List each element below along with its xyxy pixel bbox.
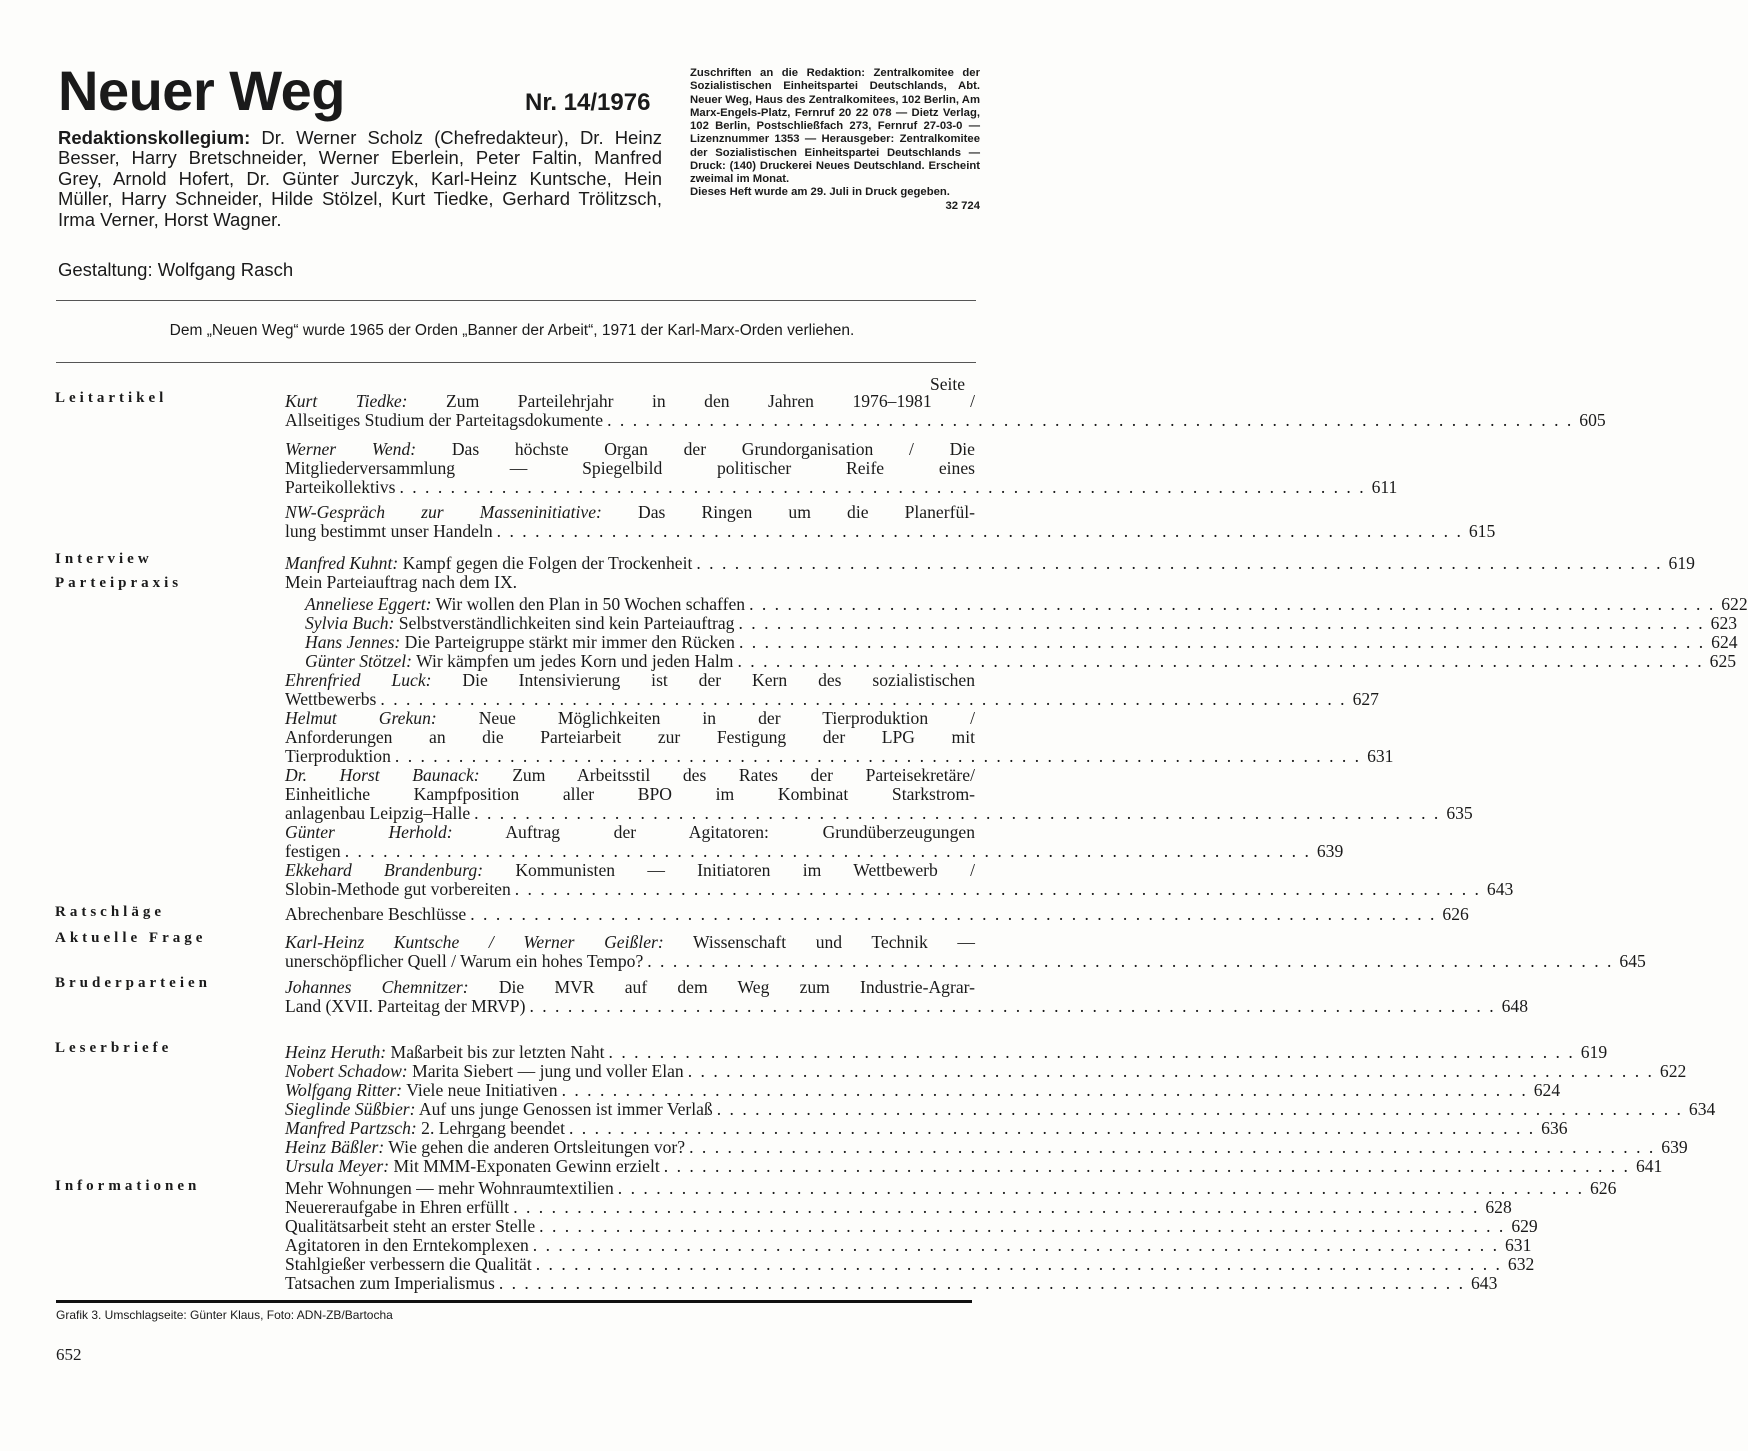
toc-entry-last-line — [285, 1137, 1688, 1157]
toc-entry-title: Maßarbeit bis zur letzten Naht — [386, 1042, 605, 1062]
toc-entry-line — [285, 459, 975, 478]
toc-entry-last-line — [285, 841, 1344, 862]
toc-entry-title: Allseitiges Studium der Parteitagsdokumente — [285, 410, 604, 431]
toc-entry-title: lung bestimmt unser Handeln — [285, 521, 493, 542]
toc-entry-last-line — [285, 996, 1529, 1017]
toc-entry-last-line — [285, 746, 1394, 767]
section-label-interview: Interview — [55, 551, 153, 567]
toc-entry-last-line — [285, 1099, 1716, 1119]
toc-entry[interactable] — [305, 632, 1738, 652]
toc-entry[interactable] — [285, 391, 1606, 431]
award-line: Dem „Neuen Weg“ wurde 1965 der Orden „Banner der Arbeit“, 1971 der Karl-Marx-Orden verliehen. — [169, 322, 855, 339]
toc-entry-line — [285, 978, 975, 997]
toc-entry-text: Auftrag der Agitatoren: Grundüberzeugungen — [452, 822, 975, 842]
toc-entry[interactable] — [285, 1061, 1687, 1081]
toc-entry-line — [285, 823, 975, 842]
toc-entry-page-number: 622 — [1721, 594, 1748, 614]
toc-entry-leader: . . . . . . . . . . . . . . . . . . . . . . . . . . . . . . . . . . . . . . . . . . . . . . . . . . . . . . . . . . . . . . . . . . . . . . . . . . . . — [561, 1080, 1528, 1100]
toc-entry-page-number: 631 — [1367, 746, 1394, 767]
toc-entry-author: Helmut Grekun: — [285, 708, 437, 728]
toc-entry-title: anlagenbau Leipzig–Halle — [285, 803, 471, 824]
toc-entry-author: Ehrenfried Luck: — [285, 670, 432, 690]
toc-entry-title-wrap — [285, 478, 395, 497]
toc-entry[interactable] — [285, 1254, 1535, 1274]
toc-entry-author: Johannes Chemnitzer: — [285, 977, 469, 997]
toc-entry-title-wrap — [285, 554, 692, 573]
toc-entry[interactable] — [285, 1197, 1512, 1217]
toc-entry-line — [285, 392, 975, 411]
toc-entry-title: Die Parteigruppe stärkt mir immer den Rücken — [400, 632, 735, 652]
toc-entry[interactable] — [285, 1080, 1561, 1100]
toc-entry[interactable] — [305, 613, 1738, 633]
toc-entry-page-number: 628 — [1485, 1197, 1512, 1217]
toc-entry-title: Parteikollektivs — [285, 477, 396, 498]
toc-entry-page-number: 627 — [1352, 689, 1379, 710]
toc-entry-leader: . . . . . . . . . . . . . . . . . . . . . . . . . . . . . . . . . . . . . . . . . . . . . . . . . . . . . . . . . . . . . . . . . . . . . . . . . . . . — [514, 879, 1481, 900]
toc-entry-page-number: 619 — [1668, 553, 1695, 573]
toc-entry-title: Land (XVII. Parteitag der MRVP) — [285, 996, 526, 1017]
toc-entry-leader: . . . . . . . . . . . . . . . . . . . . . . . . . . . . . . . . . . . . . . . . . . . . . . . . . . . . . . . . . . . . . . . . . . . . . . . . . . . . — [498, 1273, 1465, 1293]
toc-entry-leader: . . . . . . . . . . . . . . . . . . . . . . . . . . . . . . . . . . . . . . . . . . . . . . . . . . . . . . . . . . . . . . . . . . . . . . . . . . . . — [738, 613, 1705, 633]
toc-entry-last-line — [285, 1254, 1535, 1274]
toc-entry-leader: . . . . . . . . . . . . . . . . . . . . . . . . . . . . . . . . . . . . . . . . . . . . . . . . . . . . . . . . . . . . . . . . . . . . . . . . . . . . — [535, 1254, 1502, 1274]
toc-entry-title: Selbstverständlichkeiten sind kein Parteiauftrag — [394, 613, 735, 633]
issue-number: Nr. 14/1976 — [525, 89, 651, 116]
section-label-ratschlaege: Ratschläge — [55, 904, 165, 920]
toc-entry-text: Kommunisten — Initiatoren im Wettbewerb / — [483, 860, 975, 880]
toc-entry-title-wrap — [285, 1081, 558, 1100]
toc-entry[interactable] — [285, 1156, 1663, 1176]
toc-entry-page-number: 641 — [1635, 1156, 1663, 1176]
toc-entry-page-number: 643 — [1471, 1273, 1498, 1293]
toc-entry-page-number: 634 — [1688, 1099, 1716, 1119]
toc-entry-page-number: 619 — [1580, 1042, 1608, 1062]
toc-entry[interactable] — [285, 1178, 1617, 1198]
toc-entry-text: Das höchste Organ der Grundorganisation / Die — [416, 439, 975, 459]
toc-entry-line — [285, 671, 975, 690]
toc-entry-title-wrap — [285, 880, 511, 899]
design-credit-name: Wolfgang Rasch — [157, 259, 294, 280]
toc-entry-page-number: 629 — [1511, 1216, 1538, 1236]
toc-entry[interactable] — [285, 977, 1529, 1017]
toc-entry-title-wrap — [285, 573, 517, 592]
toc-entry[interactable] — [285, 1042, 1608, 1062]
section-label-aktuelle-frage: Aktuelle Frage — [55, 930, 207, 946]
toc-entry[interactable] — [285, 932, 1646, 972]
toc-entry-last-line — [285, 904, 1469, 924]
toc-entry[interactable] — [285, 1137, 1688, 1157]
toc-entry-last-line — [285, 410, 1606, 431]
toc-entry-title: Abrechenbare Beschlüsse — [285, 904, 467, 924]
toc-entry-title: Qualitätsarbeit steht an erster Stelle — [285, 1216, 536, 1236]
toc-entry-leader: . . . . . . . . . . . . . . . . . . . . . . . . . . . . . . . . . . . . . . . . . . . . . . . . . . . . . . . . . . . . . . . . . . . . . . . . . . . . — [539, 1216, 1506, 1236]
toc-entry-page-number: 626 — [1442, 904, 1469, 924]
toc-entry-last-line — [285, 573, 975, 592]
toc-entry-author: Heinz Heruth: — [285, 1042, 387, 1062]
toc-entry-title: 2. Lehrgang beendet — [416, 1118, 565, 1138]
toc-entry-title: festigen — [285, 841, 341, 862]
toc-entry-title: Wettbewerbs — [285, 689, 377, 710]
toc-entry-leader: . . . . . . . . . . . . . . . . . . . . . . . . . . . . . . . . . . . . . . . . . . . . . . . . . . . . . . . . . . . . . . . . . . . . . . . . . . . . — [607, 410, 1574, 431]
section-label-leserbriefe: Leserbriefe — [55, 1040, 173, 1056]
toc-entry[interactable] — [285, 860, 1514, 900]
page-column-header: Seite — [930, 374, 965, 394]
toc-entry-author: Dr. Horst Baunack: — [285, 765, 480, 785]
toc-entry-last-line — [285, 1197, 1512, 1217]
toc-entry-author: Manfred Partzsch: — [285, 1118, 417, 1138]
toc-entry[interactable] — [285, 765, 1473, 824]
toc-entry-leader: . . . . . . . . . . . . . . . . . . . . . . . . . . . . . . . . . . . . . . . . . . . . . . . . . . . . . . . . . . . . . . . . . . . . . . . . . . . . — [399, 477, 1366, 498]
footer-divider — [56, 1300, 972, 1303]
toc-entry-leader: . . . . . . . . . . . . . . . . . . . . . . . . . . . . . . . . . . . . . . . . . . . . . . . . . . . . . . . . . . . . . . . . . . . . . . . . . . . . — [738, 632, 1706, 652]
toc-entry[interactable] — [285, 1216, 1538, 1236]
toc-entry-title-wrap — [285, 952, 643, 971]
design-credit-label: Gestaltung: — [58, 259, 153, 280]
toc-entry-leader: . . . . . . . . . . . . . . . . . . . . . . . . . . . . . . . . . . . . . . . . . . . . . . . . . . . . . . . . . . . . . . . . . . . . . . . . . . . . — [529, 996, 1496, 1017]
toc-entry-page-number: 624 — [1533, 1080, 1561, 1100]
toc-entry-line — [285, 766, 975, 785]
toc-entry-last-line — [285, 803, 1473, 824]
toc-entry-leader: . . . . . . . . . . . . . . . . . . . . . . . . . . . . . . . . . . . . . . . . . . . . . . . . . . . . . . . . . . . . . . . . . . . . . . . . . . . . — [696, 553, 1663, 573]
toc-entry-title-wrap — [285, 1157, 660, 1176]
toc-entry-title-wrap — [305, 633, 735, 652]
toc-entry-author: Manfred Kuhnt: — [285, 553, 399, 573]
editorial-board-label: Redaktionskollegium: — [58, 127, 251, 148]
toc-entry-title-wrap — [285, 905, 466, 924]
toc-entry-line — [285, 440, 975, 459]
toc-entry-author: Günter Herhold: — [285, 822, 453, 842]
toc-entry-title-wrap — [285, 1119, 565, 1138]
toc-entry-title: Tatsachen zum Imperialismus — [285, 1273, 495, 1293]
toc-entry[interactable] — [305, 594, 1748, 614]
toc-entry-leader: . . . . . . . . . . . . . . . . . . . . . . . . . . . . . . . . . . . . . . . . . . . . . . . . . . . . . . . . . . . . . . . . . . . . . . . . . . . . — [568, 1118, 1536, 1138]
toc-entry-leader: . . . . . . . . . . . . . . . . . . . . . . . . . . . . . . . . . . . . . . . . . . . . . . . . . . . . . . . . . . . . . . . . . . . . . . . . . . . . — [663, 1156, 1630, 1176]
toc-entry-last-line — [285, 553, 1695, 573]
toc-entry-leader: . . . . . . . . . . . . . . . . . . . . . . . . . . . . . . . . . . . . . . . . . . . . . . . . . . . . . . . . . . . . . . . . . . . . . . . . . . . . — [513, 1197, 1480, 1217]
toc-entry-title: Auf uns junge Genossen ist immer Verlaß — [415, 1099, 713, 1119]
toc-entry-title-wrap — [285, 747, 391, 766]
toc-entry-line — [285, 861, 975, 880]
toc-entry-page-number: 648 — [1501, 996, 1529, 1017]
toc-entry-title: unerschöpflicher Quell / Warum ein hohes Tempo? — [285, 951, 644, 972]
toc-entry-page-number: 605 — [1579, 410, 1606, 431]
toc-entry[interactable] — [305, 651, 1737, 671]
toc-entry-leader: . . . . . . . . . . . . . . . . . . . . . . . . . . . . . . . . . . . . . . . . . . . . . . . . . . . . . . . . . . . . . . . . . . . . . . . . . . . . — [608, 1042, 1575, 1062]
toc-entry-text: Die MVR auf dem Weg zum Industrie-Agrar- — [468, 977, 975, 997]
toc-entry-author: Hans Jennes: — [305, 632, 401, 652]
toc-entry-title-wrap — [285, 1100, 713, 1119]
toc-entry-last-line — [285, 521, 1496, 542]
toc-entry-title-wrap — [305, 614, 734, 633]
print-date: Dieses Heft wurde am 29. Juli in Druck gegeben. — [690, 186, 950, 199]
toc-entry-title: Agitatoren in den Erntekomplexen — [285, 1235, 529, 1255]
toc-entry-last-line — [285, 1273, 1498, 1293]
toc-entry-title-wrap — [285, 1255, 532, 1274]
toc-entry-title-wrap — [305, 652, 733, 671]
toc-entry-title-wrap — [285, 1179, 614, 1198]
toc-entry-leader: . . . . . . . . . . . . . . . . . . . . . . . . . . . . . . . . . . . . . . . . . . . . . . . . . . . . . . . . . . . . . . . . . . . . . . . . . . . . — [496, 521, 1463, 542]
section-label-parteipraxis: Parteipraxis — [55, 575, 183, 591]
print-number: 32 724 — [945, 199, 980, 212]
toc-entry-title-wrap — [285, 522, 493, 541]
toc-entry-title: Viele neue Initiativen — [402, 1080, 558, 1100]
toc-entry-author: Günter Stötzel: — [305, 651, 413, 671]
toc-entry-line — [285, 709, 975, 728]
toc-entry-title: Neuereraufgabe in Ehren erfüllt — [285, 1197, 510, 1217]
toc-entry-author: Werner Wend: — [285, 439, 417, 459]
toc-entry-last-line — [305, 651, 1737, 671]
toc-entry-title-wrap — [285, 690, 376, 709]
toc-entry-title-wrap — [285, 1198, 509, 1217]
toc-entry[interactable] — [285, 1235, 1532, 1255]
page-number: 652 — [56, 1345, 82, 1364]
toc-entry-text: Zum Arbeitsstil des Rates der Parteisekretäre/ — [479, 765, 975, 785]
toc-entry-page-number: 639 — [1661, 1137, 1688, 1157]
toc-entry-leader: . . . . . . . . . . . . . . . . . . . . . . . . . . . . . . . . . . . . . . . . . . . . . . . . . . . . . . . . . . . . . . . . . . . . . . . . . . . . — [687, 1061, 1654, 1081]
toc-entry-last-line — [285, 879, 1514, 900]
toc-entry-author: Ursula Meyer: — [285, 1156, 390, 1176]
toc-entry-title: Kampf gegen die Folgen der Trockenheit — [398, 553, 693, 573]
toc-entry-text: Einheitliche Kampfposition aller BPO im Kombinat Starkstrom- — [285, 784, 975, 805]
toc-entry-title-wrap — [305, 595, 745, 614]
imprint — [690, 67, 980, 213]
toc-entry-text: Anforderungen an die Parteiarbeit zur Festigung der LPG mit — [285, 727, 975, 748]
toc-entry-title: Wir wollen den Plan in 50 Wochen schaffen — [431, 594, 746, 614]
toc-entry-author: Sieglinde Süßbier: — [285, 1099, 416, 1119]
toc-entry-page-number: 643 — [1486, 879, 1514, 900]
toc-entry-text: Wissenschaft und Technik — — [663, 932, 975, 952]
toc-entry-leader: . . . . . . . . . . . . . . . . . . . . . . . . . . . . . . . . . . . . . . . . . . . . . . . . . . . . . . . . . . . . . . . . . . . . . . . . . . . . — [532, 1235, 1499, 1255]
toc-entry-title: Tierproduktion — [285, 746, 391, 767]
toc-entry[interactable] — [285, 1118, 1568, 1138]
toc-entry-last-line — [285, 951, 1646, 972]
toc-entry-last-line — [285, 1216, 1538, 1236]
toc-entry-line — [285, 728, 975, 747]
toc-entry-author: Anneliese Eggert: — [305, 594, 432, 614]
toc-entry[interactable] — [285, 904, 1469, 924]
toc-entry-page-number: 622 — [1659, 1061, 1687, 1081]
toc-entry[interactable] — [285, 1099, 1716, 1119]
toc-entry-page-number: 623 — [1710, 613, 1738, 633]
toc-entry-text: Zum Parteilehrjahr in den Jahren 1976–1981 / — [407, 391, 976, 411]
header-divider — [56, 300, 976, 301]
toc-entry[interactable] — [285, 553, 1695, 573]
toc-entry-leader: . . . . . . . . . . . . . . . . . . . . . . . . . . . . . . . . . . . . . . . . . . . . . . . . . . . . . . . . . . . . . . . . . . . . . . . . . . . . — [344, 841, 1311, 862]
toc-entry-leader: . . . . . . . . . . . . . . . . . . . . . . . . . . . . . . . . . . . . . . . . . . . . . . . . . . . . . . . . . . . . . . . . . . . . . . . . . . . . — [716, 1099, 1683, 1119]
toc-entry-author: Heinz Bäßler: — [285, 1137, 385, 1157]
toc-entry-leader: . . . . . . . . . . . . . . . . . . . . . . . . . . . . . . . . . . . . . . . . . . . . . . . . . . . . . . . . . . . . . . . . . . . . . . . . . . . . — [380, 689, 1347, 710]
toc-entry-author: Karl-Heinz Kuntsche / Werner Geißler: — [285, 932, 664, 952]
toc-entry-author: Nobert Schadow: — [285, 1061, 408, 1081]
toc-entry-text: Mitgliederversammlung — Spiegelbild politischer Reife eines — [285, 458, 975, 479]
toc-entry-page-number: 624 — [1711, 632, 1738, 652]
toc-entry-title: Slobin-Methode gut vorbereiten — [285, 879, 511, 900]
toc-entry-line — [285, 503, 975, 522]
toc-entry-title-wrap — [285, 1274, 495, 1293]
section-label-leitartikel: Leitartikel — [55, 390, 168, 406]
toc-entry-title-wrap — [285, 1236, 529, 1255]
toc-entry-last-line — [285, 689, 1379, 710]
toc-entry-page-number: 615 — [1468, 521, 1496, 542]
toc-entry-leader: . . . . . . . . . . . . . . . . . . . . . . . . . . . . . . . . . . . . . . . . . . . . . . . . . . . . . . . . . . . . . . . . . . . . . . . . . . . . — [617, 1178, 1584, 1198]
imprint-text: Zuschriften an die Redaktion: Zentralkomitee der Sozialistischen Einheitspartei Deutschlands, Abt. Neuer Weg, Haus des Zentralkomitees, 102 Berlin, Am Marx-Engels-Platz, Fernruf 20 22 078 — Dietz Verlag, 102 Berlin, Postschließfach 273, Fernruf 27-03-0 — Lizenznummer 1353 — Herausgeber: Zentralkomitee der Sozialistischen Einheitspartei Deutschlands — Druck: (140) Druckerei Neues Deutschland. Erscheint zweimal im Monat. — [690, 67, 980, 185]
toc-entry-title: Stahlgießer verbessern die Qualität — [285, 1254, 532, 1274]
toc-entry-title-wrap — [285, 411, 603, 430]
toc-entry-last-line — [285, 1061, 1687, 1081]
toc-entry-last-line — [285, 1235, 1532, 1255]
toc-entry-last-line — [285, 1080, 1561, 1100]
toc-entry-title: Marita Siebert — jung und voller Elan — [407, 1061, 684, 1081]
toc-entry-line — [285, 933, 975, 952]
toc-entry-title-wrap — [285, 842, 341, 861]
toc-entry[interactable] — [285, 1273, 1498, 1293]
editorial-board — [58, 128, 662, 230]
toc-entry-page-number: 639 — [1316, 841, 1344, 862]
masthead-title: Neuer Weg — [58, 59, 345, 122]
section-label-bruderparteien: Bruderparteien — [55, 975, 211, 991]
toc-entry-leader: . . . . . . . . . . . . . . . . . . . . . . . . . . . . . . . . . . . . . . . . . . . . . . . . . . . . . . . . . . . . . . . . . . . . . . . . . . . . — [474, 803, 1441, 824]
toc-entry-title: Mein Parteiauftrag nach dem IX. — [285, 572, 518, 592]
toc-entry-last-line — [285, 1156, 1663, 1176]
editorial-board-members: Dr. Werner Scholz (Chefredakteur), Dr. Heinz Besser, Harry Bretschneider, Werner Eberlein, Peter Faltin, Manfred Grey, Arnold Hofert, Dr. Günter Jurczyk, Karl-Heinz Kuntsche, Hein Müller, Harry Schneider, Hilde Stölzel, Kurt Tiedke, Gerhard Trölitzsch, Irma Verner, Horst Wagner. — [58, 127, 662, 230]
toc-entry-title: Mit MMM-Exponaten Gewinn erzielt — [389, 1156, 660, 1176]
toc-entry-page-number: 626 — [1589, 1178, 1617, 1198]
toc-entry-last-line — [285, 1042, 1608, 1062]
toc-entry[interactable] — [285, 670, 1379, 710]
toc-entry-page-number: 636 — [1541, 1118, 1568, 1138]
toc-entry-leader: . . . . . . . . . . . . . . . . . . . . . . . . . . . . . . . . . . . . . . . . . . . . . . . . . . . . . . . . . . . . . . . . . . . . . . . . . . . . — [749, 594, 1716, 614]
toc-entry-title: Wie gehen die anderen Ortsleitungen vor? — [384, 1137, 686, 1157]
toc-entry-last-line — [305, 632, 1738, 652]
toc-entry-title: Wir kämpfen um jedes Korn und jeden Halm — [412, 651, 734, 671]
toc-entry-title-wrap — [285, 1217, 535, 1236]
toc-entry-author: Wolfgang Ritter: — [285, 1080, 403, 1100]
toc-entry-author: Sylvia Buch: — [305, 613, 395, 633]
toc-entry-leader: . . . . . . . . . . . . . . . . . . . . . . . . . . . . . . . . . . . . . . . . . . . . . . . . . . . . . . . . . . . . . . . . . . . . . . . . . . . . — [689, 1137, 1656, 1157]
toc-entry-page-number: 635 — [1446, 803, 1473, 824]
toc-entry[interactable] — [285, 708, 1394, 767]
toc-entry-leader: . . . . . . . . . . . . . . . . . . . . . . . . . . . . . . . . . . . . . . . . . . . . . . . . . . . . . . . . . . . . . . . . . . . . . . . . . . . . — [470, 904, 1437, 924]
toc-entry-author: Kurt Tiedke: — [285, 391, 408, 411]
toc-divider — [56, 362, 976, 363]
toc-entry[interactable] — [285, 822, 1344, 862]
toc-entry-leader: . . . . . . . . . . . . . . . . . . . . . . . . . . . . . . . . . . . . . . . . . . . . . . . . . . . . . . . . . . . . . . . . . . . . . . . . . . . . — [647, 951, 1614, 972]
design-credit — [58, 260, 293, 280]
toc-entry-last-line — [285, 1178, 1617, 1198]
toc-entry-title-wrap — [285, 1138, 685, 1157]
toc-entry-last-line — [285, 1118, 1568, 1138]
toc-entry-leader: . . . . . . . . . . . . . . . . . . . . . . . . . . . . . . . . . . . . . . . . . . . . . . . . . . . . . . . . . . . . . . . . . . . . . . . . . . . . — [737, 651, 1704, 671]
toc-entry-last-line — [305, 613, 1738, 633]
toc-entry[interactable] — [285, 573, 975, 592]
graphic-credit: Grafik 3. Umschlagseite: Günter Klaus, Foto: ADN-ZB/Bartocha — [56, 1308, 393, 1322]
toc-entry[interactable] — [285, 502, 1496, 542]
toc-entry-title-wrap — [285, 1043, 605, 1062]
toc-entry-last-line — [305, 594, 1748, 614]
toc-entry-author: NW-Gespräch zur Masseninitiative: — [285, 502, 602, 522]
toc-entry-line — [285, 785, 975, 804]
toc-entry-page-number: 625 — [1709, 651, 1737, 671]
toc-entry-text: Neue Möglichkeiten in der Tierproduktion / — [436, 708, 975, 728]
toc-entry[interactable] — [285, 439, 1398, 498]
section-label-informationen: Informationen — [55, 1178, 201, 1194]
toc-entry-title-wrap — [285, 997, 525, 1016]
toc-entry-last-line — [285, 477, 1398, 498]
toc-entry-text: Das Ringen um die Planerfül- — [601, 502, 975, 522]
toc-entry-title-wrap — [285, 804, 470, 823]
toc-entry-leader: . . . . . . . . . . . . . . . . . . . . . . . . . . . . . . . . . . . . . . . . . . . . . . . . . . . . . . . . . . . . . . . . . . . . . . . . . . . . — [394, 746, 1362, 767]
toc-entry-text: Die Intensivierung ist der Kern des sozialistischen — [431, 670, 976, 690]
toc-entry-title: Mehr Wohnungen — mehr Wohnraumtextilien — [285, 1178, 614, 1198]
toc-entry-author: Ekkehard Brandenburg: — [285, 860, 484, 880]
toc-entry-page-number: 631 — [1504, 1235, 1532, 1255]
toc-entry-page-number: 645 — [1619, 951, 1646, 972]
toc-entry-page-number: 632 — [1507, 1254, 1535, 1274]
toc-entry-page-number: 611 — [1371, 477, 1398, 498]
toc-entry-title-wrap — [285, 1062, 684, 1081]
